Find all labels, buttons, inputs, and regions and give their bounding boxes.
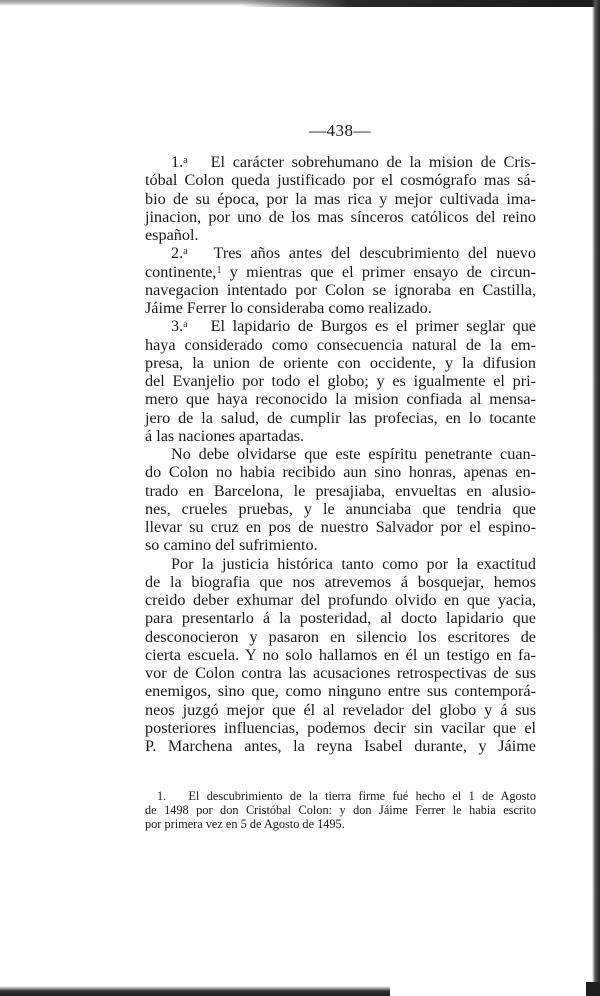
text-line: á las naciones apartadas.	[145, 426, 305, 445]
text-line: tóbal Colon queda justificado por el cosmógrafo mas sá-	[145, 171, 536, 190]
text-line: bio de su época, por la mas rica y mejor cultivada ima-	[145, 189, 536, 208]
footnote-ref[interactable]: 1	[216, 264, 222, 276]
text-line: haya considerado como consecuencia natural de la em-	[145, 335, 536, 354]
text-line: desconocieron y pasaron en silencio los escritores de	[145, 627, 536, 646]
footnotes	[145, 789, 536, 831]
text-line: No debe olvidarse que este espíritu penetrante cuan-	[171, 445, 536, 463]
scan-edge-top-right	[240, 0, 600, 7]
text-line: 3.$^a$ El lapidario de Burgos es el primer seglar que	[171, 317, 536, 336]
paragraph-1	[145, 153, 536, 244]
body-text	[145, 153, 536, 755]
text-line: nes, crueles pruebas, y le anunciaba que tendria que	[145, 499, 536, 518]
text-line: para presentarlo á la posteridad, al docto lapidario que	[145, 609, 536, 628]
text-line: neos juzgó mejor que él al revelador del globo y á sus	[145, 700, 536, 719]
text-line: vor de Colon contra las acusaciones retrospectivas de sus	[145, 664, 536, 682]
text-line: jero de la salud, de cumplir las profecias, en lo tocante	[145, 408, 536, 427]
text-line: jinacion, por uno de los mas sínceros católicos del reino	[145, 207, 536, 226]
text-line: español.	[145, 226, 199, 244]
text-line: de la biografia que nos atrevemos á bosquejar, hemos	[145, 572, 536, 591]
scan-edge-bottom	[0, 986, 390, 996]
text-line: Por la justicia histórica tanto como por la exactitud	[171, 554, 536, 573]
text-line: P. Marchena antes, la reyna Isabel durante, y Jáime	[145, 737, 536, 755]
footnote-1	[145, 789, 536, 831]
text-line: mero que haya reconocido la mision confiada al mensa-	[145, 390, 536, 409]
text-line: Jáime Ferrer lo consideraba como realizado.	[145, 299, 432, 317]
text-line: llevar su cruz en pos de nuestro Salvador por el espino-	[145, 518, 536, 536]
text-line: del Evanjelio por todo el globo; y es igualmente el pri-	[145, 372, 536, 390]
text-line: creido deber exhumar del profundo olvido en que yacia,	[145, 591, 536, 609]
text-line: posteriores influencias, podemos decir sin vacilar que el	[145, 718, 536, 737]
text-line: presa, la union de oriente con occidente, y la difusion	[145, 353, 536, 372]
text-line: navegacion intentado por Colon se ignoraba en Castilla,	[145, 280, 536, 299]
text-line: continente,$^1$ y mientras que el primer ensayo de circun-	[145, 262, 537, 281]
page-number: —438—	[309, 121, 371, 140]
text-line: 1.$^a$ El carácter sobrehumano de la mision de Cris-	[171, 153, 536, 171]
paragraph-4	[145, 445, 536, 555]
item-label: 3.$^a$	[171, 317, 188, 336]
footnote-line: por primera vez en 5 de Agosto de 1495.	[145, 817, 345, 831]
text-line: so camino del sufrimiento.	[145, 536, 318, 555]
scan-edge-right	[592, 0, 600, 996]
item-label: 1.$^a$	[171, 153, 188, 171]
footnote-line: de 1498 por don Cristóbal Colon: y don Jáime Ferrer le habia escrito	[145, 803, 536, 817]
paragraph-2	[145, 244, 536, 317]
text-line: do Colon no habia recibido aun sino honras, apenas en-	[145, 463, 536, 482]
text-line: trado en Barcelona, le presajiaba, envueltas en alusio-	[145, 481, 536, 500]
paragraph-5	[145, 555, 536, 756]
text-line: enemigos, sino que, como ninguno entre sus contemporá-	[145, 682, 536, 701]
text-line: cierta escuela. Y no solo hallamos en él un testigo en fa-	[145, 645, 536, 664]
footnote-number: 1.	[157, 789, 167, 803]
footnote-line: 1. El descubrimiento de la tierra firme fué hecho el 1 de Agosto	[157, 789, 536, 803]
item-label: 2.$^a$	[171, 244, 188, 263]
scan-corner	[586, 982, 600, 996]
text-line: 2.$^a$ Tres años antes del descubrimiento del nuevo	[171, 244, 536, 263]
paragraph-3	[145, 317, 536, 445]
